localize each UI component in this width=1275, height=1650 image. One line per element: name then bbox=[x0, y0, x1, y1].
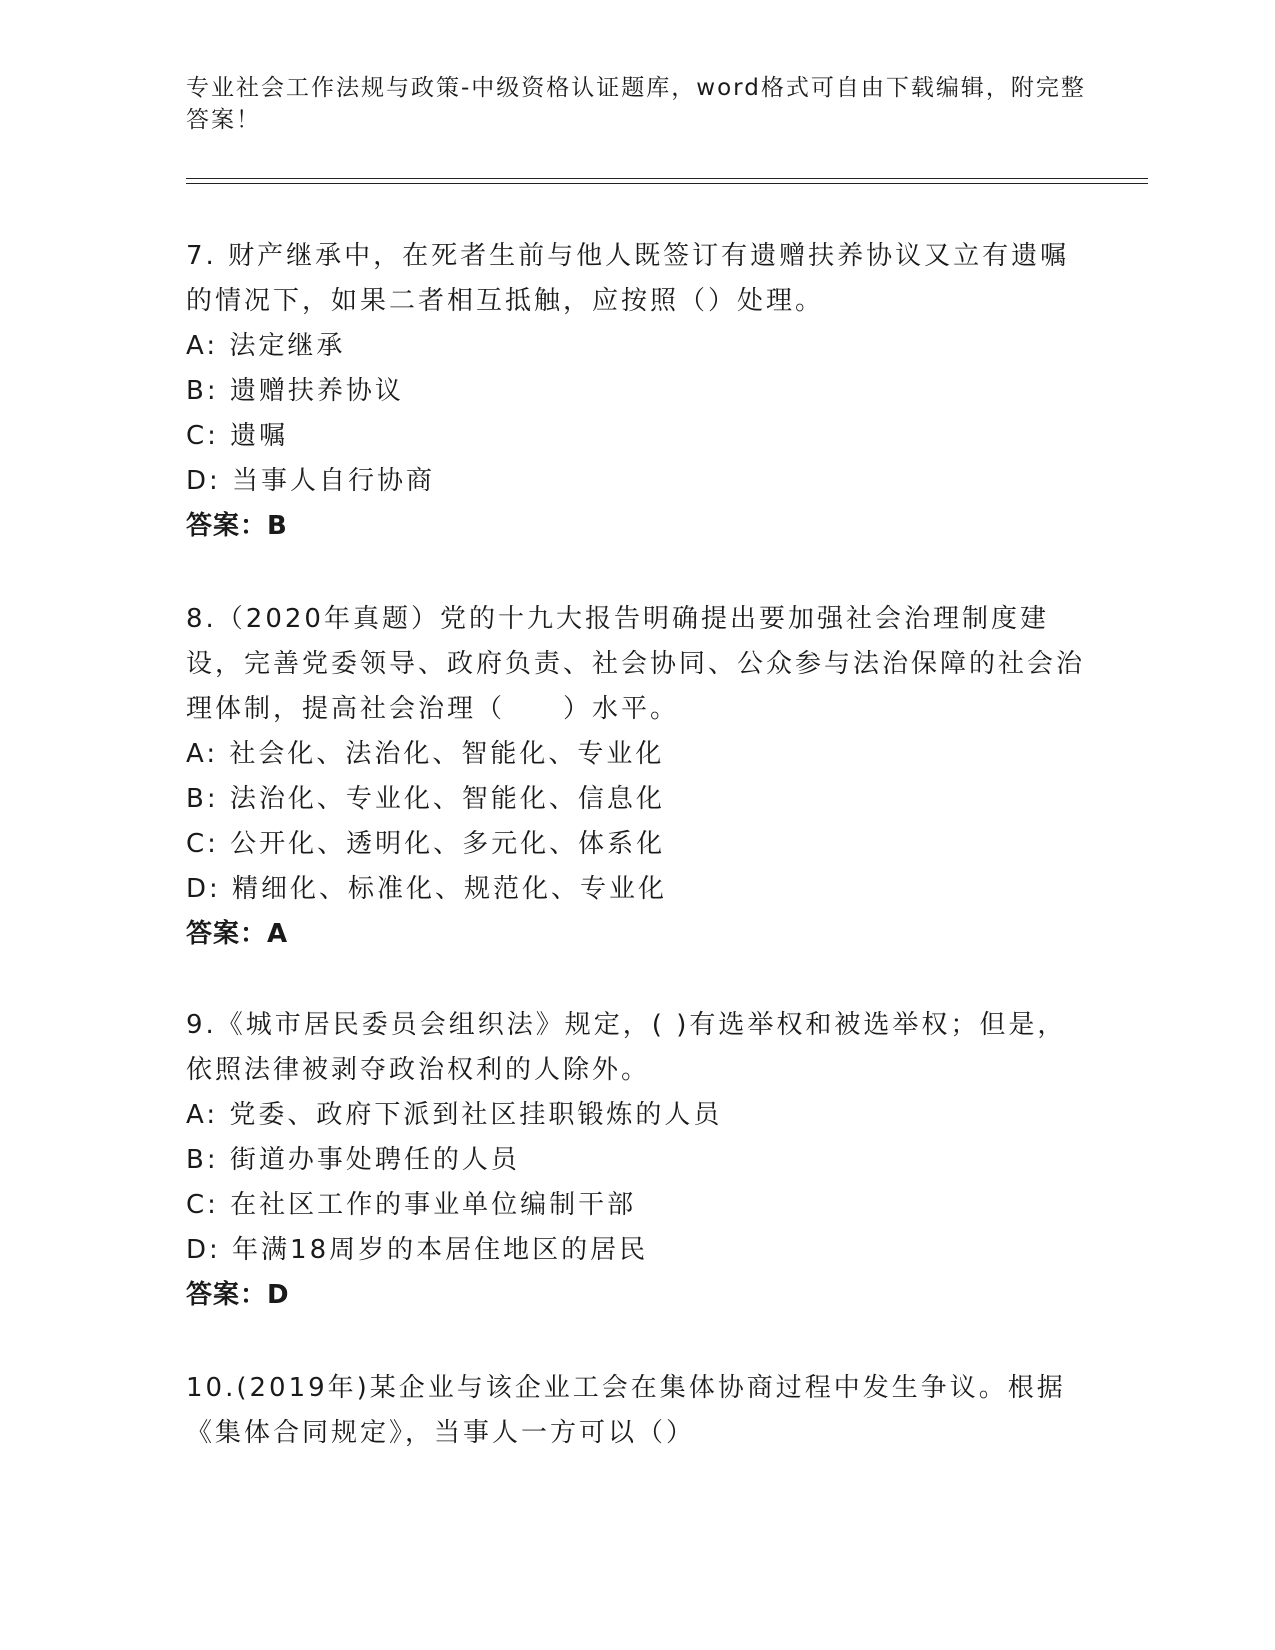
option-b: B: 街道办事处聘任的人员 bbox=[186, 1145, 520, 1175]
option-a: A: 社会化、法治化、智能化、专业化 bbox=[186, 739, 665, 769]
header-divider-second bbox=[186, 183, 1148, 184]
option-d: D: 精细化、标准化、规范化、专业化 bbox=[186, 874, 668, 904]
question-8 bbox=[186, 597, 1086, 957]
option-c: C: 遗嘱 bbox=[186, 421, 289, 451]
option-a: A: 党委、政府下派到社区挂职锻炼的人员 bbox=[186, 1100, 723, 1130]
option-c: C: 公开化、透明化、多元化、体系化 bbox=[186, 829, 666, 859]
question-text: 8.（2020年真题）党的十九大报告明确提出要加强社会治理制度建设，完善党委领导、政府负责、社会协同、公众参与法治保障的社会治理体制，提高社会治理（ ）水平。 bbox=[186, 604, 1086, 724]
option-d: D: 当事人自行协商 bbox=[186, 466, 436, 496]
option-d: D: 年满18周岁的本居住地区的居民 bbox=[186, 1235, 649, 1265]
question-9 bbox=[186, 1003, 1086, 1318]
question-text: 7. 财产继承中，在死者生前与他人既签订有遗赠扶养协议又立有遗嘱的情况下，如果二者相互抵触，应按照（）处理。 bbox=[186, 241, 1070, 316]
answer: 答案：A bbox=[186, 919, 289, 949]
question-text: 10.(2019年)某企业与该企业工会在集体协商过程中发生争议。根据《集体合同规定》，当事人一方可以（） bbox=[186, 1373, 1066, 1448]
header-divider bbox=[186, 178, 1148, 179]
answer: 答案：D bbox=[186, 1280, 290, 1310]
question-7 bbox=[186, 234, 1086, 549]
option-b: B: 法治化、专业化、智能化、信息化 bbox=[186, 784, 665, 814]
option-a: A: 法定继承 bbox=[186, 331, 346, 361]
question-10 bbox=[186, 1366, 1086, 1456]
question-text: 9.《城市居民委员会组织法》规定，( )有选举权和被选举权；但是，依照法律被剥夺政治权利的人除外。 bbox=[186, 1010, 1067, 1085]
option-c: C: 在社区工作的事业单位编制干部 bbox=[186, 1190, 637, 1220]
document-header: 专业社会工作法规与政策-中级资格认证题库，word格式可自由下载编辑，附完整答案！ bbox=[186, 75, 1086, 133]
answer: 答案：B bbox=[186, 511, 288, 541]
option-b: B: 遗赠扶养协议 bbox=[186, 376, 404, 406]
